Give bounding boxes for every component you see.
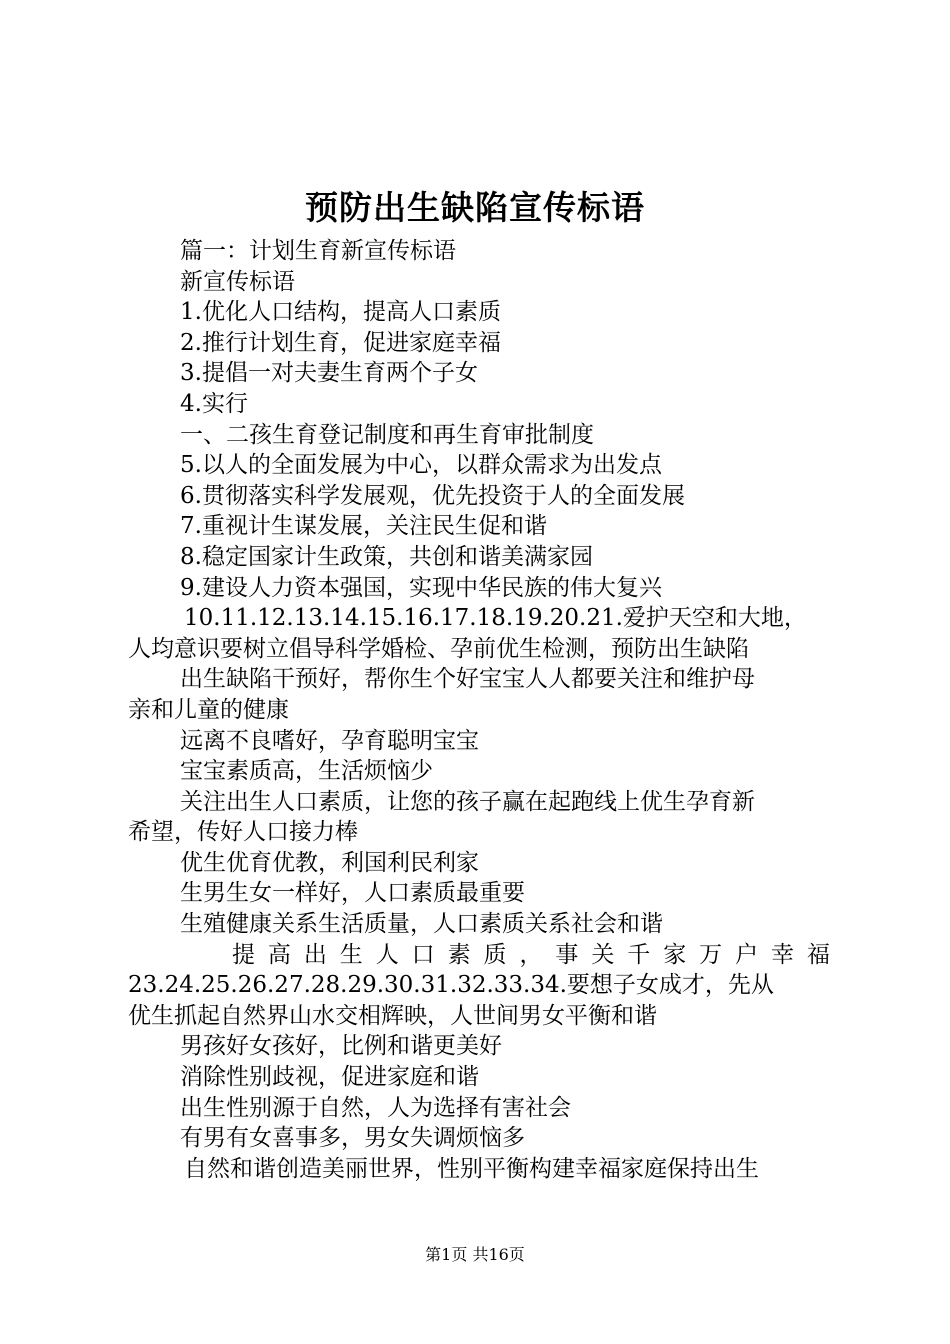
body-line: 4.实行 — [180, 390, 248, 417]
body-line: 亲和儿童的健康 — [128, 696, 289, 723]
body-line: 8.稳定国家计生政策，共创和谐美满家园 — [180, 543, 593, 570]
body-line: 优生优育优教，利国利民利家 — [180, 849, 479, 876]
body-line: 宝宝素质高，生活烦恼少 — [180, 758, 433, 785]
body-line: 7.重视计生谋发展，关注民生促和谐 — [180, 513, 547, 540]
body-line: 一、二孩生育登记制度和再生育审批制度 — [180, 421, 594, 448]
document-title: 预防出生缺陷宣传标语 — [305, 188, 645, 227]
document-body — [128, 236, 830, 1184]
body-line: 有男有女喜事多，男女失调烦恼多 — [180, 1125, 525, 1152]
body-line: 自然和谐创造美丽世界，性别平衡构建幸福家庭保持出生 — [184, 1155, 759, 1182]
body-line: 关注出生人口素质，让您的孩子赢在起跑线上优生孕育新 — [180, 788, 755, 815]
page-footer: 第1页 共16页 — [425, 1245, 525, 1264]
body-line: 6.贯彻落实科学发展观，优先投资于人的全面发展 — [180, 482, 685, 509]
body-line: 生殖健康关系生活质量，人口素质关系社会和谐 — [180, 911, 663, 938]
body-line: 提 高 出 生 人 口 素 质 ， 事 关 千 家 万 户 幸 福 — [232, 941, 830, 968]
body-line: 出生性别源于自然，人为选择有害社会 — [180, 1094, 571, 1121]
body-line: 希望，传好人口接力棒 — [128, 819, 358, 846]
body-line: 人均意识要树立倡导科学婚检、孕前优生检测，预防出生缺陷 — [128, 635, 749, 662]
body-line: 远离不良嗜好，孕育聪明宝宝 — [180, 727, 479, 754]
body-line: 1.优化人口结构，提高人口素质 — [180, 299, 501, 326]
body-line: 23.24.25.26.27.28.29.30.31.32.33.34.要想子女成才，先从 — [128, 972, 774, 999]
body-line: 10.11.12.13.14.15.16.17.18.19.20.21.爱护天空和大地， — [184, 605, 807, 632]
body-line: 3.提倡一对夫妻生育两个子女 — [180, 360, 478, 387]
body-line: 生男生女一样好，人口素质最重要 — [180, 880, 525, 907]
body-line: 2.推行计划生育，促进家庭幸福 — [180, 329, 501, 356]
body-line: 消除性别歧视，促进家庭和谐 — [180, 1064, 479, 1091]
body-line: 出生缺陷干预好，帮你生个好宝宝人人都要关注和维护母 — [180, 666, 755, 693]
body-line: 男孩好女孩好，比例和谐更美好 — [180, 1033, 502, 1060]
body-line: 优生抓起自然界山水交相辉映，人世间男女平衡和谐 — [128, 1002, 657, 1029]
body-line: 新宣传标语 — [180, 268, 295, 295]
body-line: 篇一：计划生育新宣传标语 — [180, 238, 456, 264]
body-line: 5.以人的全面发展为中心，以群众需求为出发点 — [180, 452, 662, 479]
body-line: 9.建设人力资本强国，实现中华民族的伟大复兴 — [180, 574, 662, 601]
